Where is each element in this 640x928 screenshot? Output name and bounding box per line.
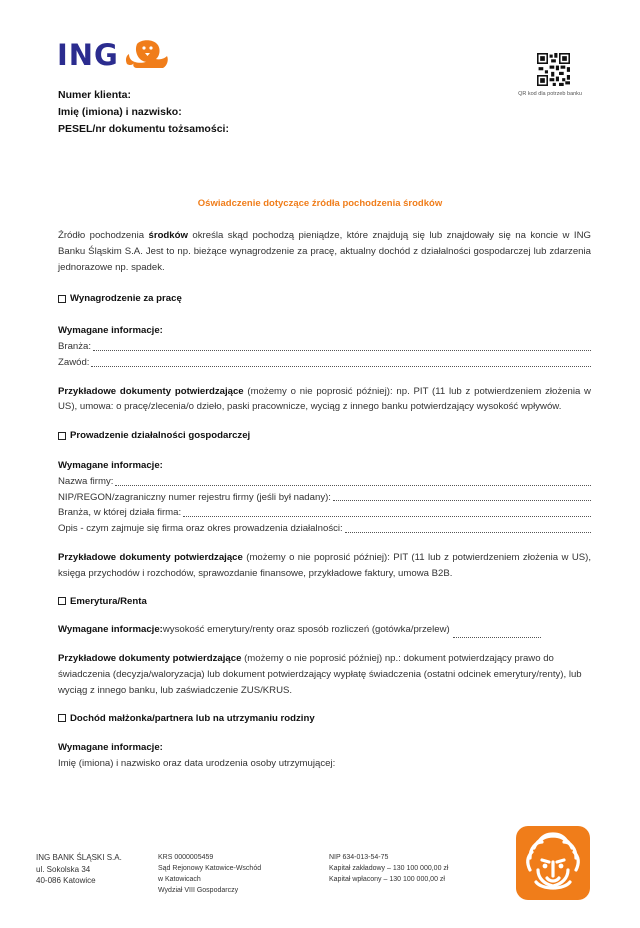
footer-line: NIP 634-013-54-75 [329,854,389,861]
pension-option[interactable] [58,594,591,610]
docs-bold: Przykładowe dokumenty potwierdzające [58,551,243,563]
client-name-label: Imię (imiona) i nazwisko: [58,106,182,118]
docs-text: (możemy o nie poprosić później) np.: dokument potwierdzający prawo do świadczenia (decyzja/waloryzacja) lub dokument potwierdzający wypłatę świadczenia (ostatni odcinek emerytury/renty), lub wyciąg z innego banku, lub zaświadczenie ZUS/KRUS. [58,653,582,696]
spouse-required-label: Wymagane informacje: [58,742,163,754]
pension-docs-paragraph [58,651,591,698]
business-industry-field[interactable] [58,505,591,521]
qr-caption: QR kod dla potrzeb banku [518,91,582,97]
footer-line: Sąd Rejonowy Katowice-Wschód [158,865,262,872]
salary-industry-field[interactable] [58,339,591,355]
fill-line[interactable] [333,500,591,501]
field-label: NIP/REGON/zagraniczny numer rejestru firmy (jeśli był nadany): [58,491,331,503]
pension-required-text: wysokość emerytury/renty oraz sposób rozliczeń (gotówka/przelew) [162,624,450,636]
spouse-option[interactable] [58,711,591,727]
pension-checkbox[interactable] [58,597,66,605]
document-body [58,228,591,772]
fill-line[interactable] [93,350,591,351]
business-registry-field[interactable] [58,490,591,506]
lion-emblem-icon [516,826,590,900]
footer-bank-address [36,852,122,887]
business-checkbox[interactable] [58,432,66,440]
footer-capital [329,852,448,885]
lion-face-icon [516,826,590,900]
fill-line[interactable] [345,532,591,533]
fill-line[interactable] [91,366,591,367]
field-label: Opis - czym zajmuje się firma oraz okres prowadzenia działalności: [58,523,343,535]
business-option[interactable] [58,428,591,444]
fill-line[interactable] [183,516,591,517]
business-docs-paragraph [58,550,591,582]
salary-heading: Wynagrodzenie za pracę [70,293,182,305]
field-label: Branża, w której działa firma: [58,507,182,519]
business-name-field[interactable] [58,474,591,490]
footer-line: Kapitał wpłacony – 130 100 000,00 zł [329,876,445,883]
footer-line: ING BANK ŚLĄSKI S.A. [36,853,122,862]
business-required-label: Wymagane informacje: [58,459,163,471]
intro-rest: określa skąd pochodzą pieniądze, które znajdują się lub znajdowały się na koncie w ING Banku Śląskim S.A. Jest to np. bieżące wynagrodzenie za pracę, aktualny dochód z działalności gospodarczej lub zdarzenia jednorazowe np. spadek. [58,230,591,273]
docs-text: (możemy o nie poprosić później): np. PIT (11 lub z potwierdzeniem złożenia w US), umowa: o pracę/zlecenia/o dzieło, paski pracownicze, wyciąg z innego banku potwierdzający wysokość wpływów. [58,385,591,413]
footer-line: Kapitał zakładowy – 130 100 000,00 zł [329,865,449,872]
fill-line[interactable] [115,485,591,486]
pension-required-bold: Wymagane informacje: [58,624,163,636]
footer-line: KRS 0000005459 [158,854,214,861]
client-pesel-label: PESEL/nr dokumentu tożsamości: [58,123,229,135]
field-label: Zawód: [58,356,90,368]
document-title: Oświadczenie dotyczące źródła pochodzenia środków [197,198,443,209]
fill-line[interactable] [453,637,541,638]
docs-bold: Przykładowe dokumenty potwierdzające [58,653,242,665]
spouse-checkbox[interactable] [58,714,66,722]
field-label: Nazwa firmy: [58,475,114,487]
client-info [58,87,229,138]
intro-bold: środków [148,230,188,241]
lion-icon [123,38,171,72]
footer-line: 40-086 Katowice [36,876,96,885]
docs-bold: Przykładowe dokumenty potwierdzające [58,385,244,397]
footer-registry [158,852,261,896]
salary-option[interactable] [58,291,591,307]
salary-docs-paragraph [58,384,591,416]
spouse-heading: Dochód małżonka/partnera lub na utrzymaniu rodziny [70,712,315,724]
salary-required-label: Wymagane informacje: [58,325,163,337]
qr-code-icon [537,53,570,86]
field-label: Branża: [58,340,92,352]
ing-logo [57,38,171,72]
spouse-field-label[interactable]: Imię (imiona) i nazwisko oraz data urodzenia osoby utrzymującej: [58,758,336,770]
pension-heading: Emerytura/Renta [70,595,147,607]
client-number-label: Numer klienta: [58,89,131,101]
docs-text: (możemy o nie poprosić później): PIT (11 lub z potwierdzeniem złożenia w US), księga przychodów i rozchodów, sprawozdanie finansowe, przykładowe faktury, umowa B2B. [58,551,592,579]
footer-line: ul. Sokolska 34 [36,864,91,874]
business-heading: Prowadzenie działalności gospodarczej [70,430,251,442]
footer-line: w Katowicach [158,876,201,883]
intro-paragraph [58,228,591,275]
intro-lead: Źródło pochodzenia [58,230,149,241]
footer-line: Wydział VIII Gospodarczy [158,887,239,894]
pension-required-field[interactable] [58,622,591,638]
salary-profession-field[interactable] [58,355,591,371]
salary-checkbox[interactable] [58,295,66,303]
business-description-field[interactable] [58,521,591,537]
logo-text: ING [57,37,119,72]
